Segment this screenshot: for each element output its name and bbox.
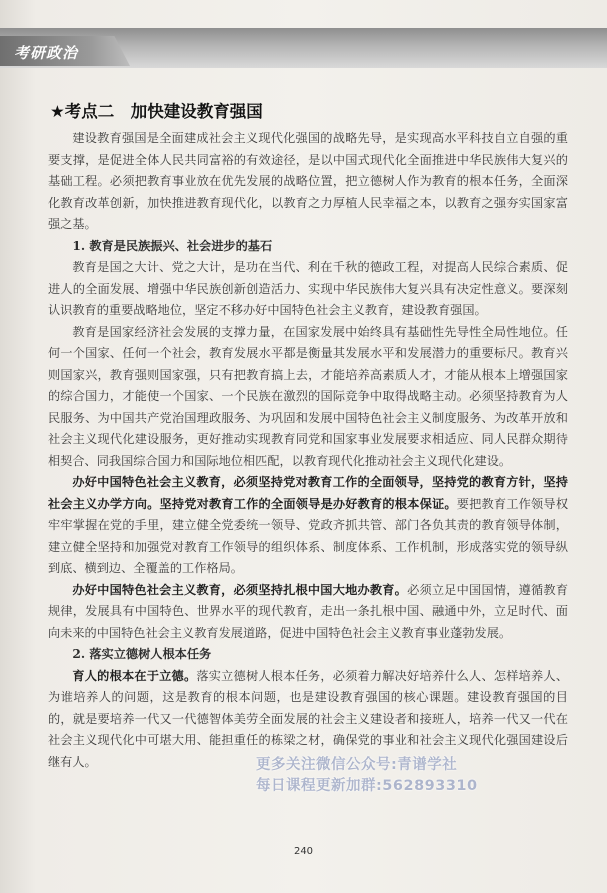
page-content <box>48 98 568 773</box>
section-title: ★考点二 加快建设教育强国 <box>50 102 263 121</box>
paragraph-4 <box>48 472 568 580</box>
paragraph-4-emphasis: 办好中国特色社会主义教育，必须坚持党对教育工作的全面领导，坚持党的教育方针，坚持社会主义办学方向。坚持党对教育工作的全面领导是办好教育的根本保证。 <box>48 475 568 511</box>
paragraph-5-body: 必须立足中国国情，遵循教育规律，发展具有中国特色、世界水平的现代教育，走出一条扎根中国、融通中外，立足时代、面向未来的中国特色社会主义教育发展道路，促进中国特色社会主义教育事业蓬勃发展。 <box>48 582 569 640</box>
paragraph-3: 教育是国家经济社会发展的支撑力量，在国家发展中始终具有基础性先导性全局性地位。任何一个国家、任何一个社会，教育发展水平都是衡量其发展水平和发展潜力的重要标尺。教育兴则国家兴，教育强则国家强，只有把教育搞上去，才能培养高素质人才，才能从根本上增强国家的综合国力，才能使一个国家、一个民族在激烈的国际竞争中取得战略主动。必须坚持教育为人民服务、为中国共产党治国理政服务、为巩固和发展中国特色社会主义制度服务、为改革开放和社会主义现代化建设服务，更好推动实现教育同党和国家事业发展要求相适应、同人民群众期待相契合、同我国综合国力和国际地位相匹配，以教育现代化推动社会主义现代化建设。 <box>48 324 568 468</box>
subheading-2: 2. 落实立德树人根本任务 <box>72 647 212 661</box>
paragraph-4-body: 要把教育工作领导权牢牢掌握在党的手里，建立健全党委统一领导、党政齐抓共管、部门各负其责的教育领导体制，建立健全坚持和加强党对教育工作领导的组织体系、制度体系、工作机制，形成落实党的领导纵到底、横到边、全覆盖的工作格局。 <box>48 496 569 575</box>
watermark-line-2: 每日课程更新加群:562893310 <box>256 778 478 794</box>
watermark-line-1: 更多关注微信公众号:青谱学社 <box>256 757 458 773</box>
paragraph-6-emphasis: 育人的根本在于立德。 <box>72 668 197 683</box>
watermark <box>256 755 496 797</box>
paragraph-5-emphasis: 办好中国特色社会主义教育，必须坚持扎根中国大地办教育。 <box>72 582 408 597</box>
paragraph-6-body: 落实立德树人根本任务，必须着力解决好培养什么人、怎样培养人、为谁培养人的问题，这是教育的根本问题，也是建设教育强国的核心课题。建设教育强国的目的，就是要培养一代又一代德智体美劳全面发展的社会主义建设者和接班人，培养一代又一代在社会主义现代化中可堪大用、能担重任的栋梁之材，确保党的事业和社会主义现代化强国建设后继有人。 <box>48 668 569 769</box>
subheading-1: 1. 教育是民族振兴、社会进步的基石 <box>72 238 273 253</box>
paragraph-2: 教育是国之大计、党之大计，是功在当代、利在千秋的德政工程，对提高人民综合素质、促进人的全面发展、增强中华民族创新创造活力、实现中华民族伟大复兴具有决定性意义。要深刻认识教育的重要战略地位，坚定不移办好中国特色社会主义教育，建设教育强国。 <box>48 260 568 317</box>
paragraph-5 <box>48 580 568 645</box>
running-header: 考研政治 <box>14 44 79 62</box>
paragraph-intro: 建设教育强国是全面建成社会主义现代化强国的战略先导，是实现高水平科技自立自强的重要支撑，是促进全体人民共同富裕的有效途径，是以中国式现代化全面推进中华民族伟大复兴的基础工程。必须把教育事业放在优先发展的战略位置，把立德树人作为教育的根本任务，全面深化教育改革创新，加快推进教育现代化，以教育之力厚植人民幸福之本，以教育之强夯实国家富强之基。 <box>48 131 568 231</box>
page-number: 240 <box>293 846 314 857</box>
